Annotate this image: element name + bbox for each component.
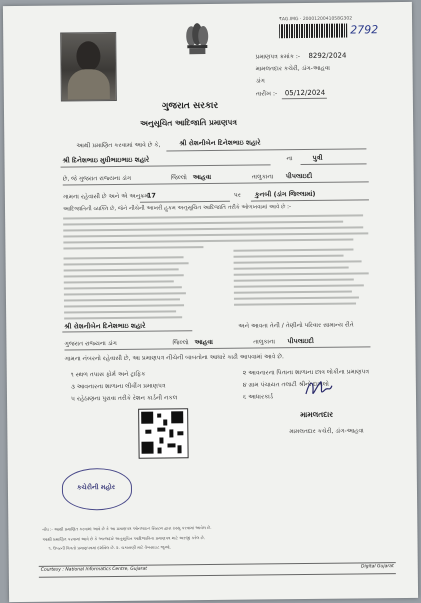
district-label: જિલ્લો [170, 174, 187, 182]
state-district-line: છે, જે ગુજરાત રાજ્યના ડાંગ [62, 174, 132, 183]
footer-bar [39, 562, 396, 578]
certify-intro: આથી પ્રમાણિત કરવામાં આવે છે કે, [76, 141, 161, 150]
village: પીપલાઇદી [285, 171, 313, 181]
note-3: ૧. ઉપરની વિગતો પ્રમાણપત્રમાં દર્શાવેલ છે. ૨. ચકાસણી માટે વેબસાઇટ જુઓ. [48, 544, 171, 551]
residence-district-label: જિલ્લો [172, 339, 189, 347]
stamp-text: કચેરીની મહોર [76, 483, 116, 492]
order-no: 17 [146, 191, 156, 200]
footer-digital-gujarat: Digital Gujarat [361, 564, 394, 570]
order-suffix: પર [233, 191, 241, 199]
proof-item-3: ૩ આવનારના શાળાના લીવીંગ પ્રમાણપત્ર [70, 382, 166, 391]
signature-icon [304, 378, 334, 400]
qr-code [138, 408, 189, 459]
barcode-number: ₹AG.IMG · 2000120041058G302 [279, 16, 353, 23]
residence-district: આહવા [194, 337, 214, 347]
relation-label: ના [286, 155, 293, 163]
residence-village: પીપલાઇદી [287, 336, 314, 346]
government-title: ગુજરાત સરકાર [161, 100, 219, 112]
certificate-page [3, 2, 418, 602]
proof-item-1: ૧ સ્થળ તપાસ ફોર્મ અને ટ્રાફિક [70, 370, 146, 379]
proof-item-2: ૨ આવનારના પિતાના શાળાના છાત્ર લોકીના પ્રમાણપત્ર [242, 368, 370, 377]
barcode [279, 24, 347, 39]
taluka-label: તાલુકાના [251, 173, 274, 181]
handwritten-number: 2792 [350, 23, 379, 37]
applicant-name: શ્રી રોશનીબેન દિનેશભાઇ શહારે [179, 138, 261, 148]
verification-line: ગામના નંબરનો રહેવાસી છે, આ પ્રમાણપત્ર નીચેની બાબતોના આધારે કાઢી આપવામાં આવે છે. [64, 353, 284, 363]
certificate-no: 8292/2024 [308, 51, 347, 60]
signatory-office: મામલતદાર કચેરી, ડાંગ-આહવા [289, 427, 364, 436]
district-line: ડાંગ [255, 77, 265, 85]
office-line: મામલતદાર કચેરી, ડાંગ-આહવા [255, 64, 330, 73]
father-name: શ્રી દિનેશભાઇ મુધીભાઇભાઇ શહારે [62, 155, 150, 165]
residence-taluka-label: તાલુકાના [253, 338, 276, 346]
resident-name: શ્રી રોશનીબેન દિનેશભાઇ શહારે [64, 321, 146, 331]
certificate-no-label: પ્રમાણપત્ર ક્રમાંક :- [255, 53, 301, 61]
order-list-block [3, 2, 412, 6]
tribe: કુનબી (ડાંગ જિલ્લામાં) [254, 189, 316, 199]
issue-date: 05/12/2024 [284, 88, 326, 98]
resident-suffix: અને આવતા તેની / તેણીનો પરિવાર સામાન્ય રીતે [238, 321, 354, 330]
note-2: આથી પ્રમાણિત કરવામાં આવે છે કે અરજદારે અનુસૂચિત આદિજાતિના પ્રમાણપત્ર માટે અરજી કરેલ છે. [42, 535, 206, 542]
proof-item-5: ૫ રહેઠાણના પુરાવા તરીકે રેશન કાર્ડની નકલ [70, 394, 178, 403]
relation: પુત્રી [312, 153, 323, 162]
footer-courtesy: Courtesy : National Informatics Centre, Gujarat [40, 566, 148, 573]
order-line: ગામના રહેવાસી છે અને એ અનુક્રમ [62, 192, 149, 201]
list-heading: આદિજાતિની વ્યક્તિ છે, જેને નીચેની આખરી હુકમ અનુસૂચિત આદિજાતિ તરીકે ઓળખવામાં આવે છે :- [62, 204, 291, 213]
office-stamp [62, 468, 132, 511]
residence-state: ગુજરાત રાજ્યના ડાંગ [64, 339, 117, 348]
date-label: તારીખ :- [255, 90, 278, 98]
signatory-title: મામલતદાર [300, 409, 334, 420]
national-emblem-icon [183, 18, 211, 58]
note-1: નોંધ :- આથી પ્રમાણિત કરવામાં આવે છે કે આ પ્રમાણપત્ર ઓનલાઇન સિસ્ટમ દ્વારા ઇસ્યુ કરવામાં આવેલ છે. [42, 525, 212, 532]
district: આહવા [192, 172, 212, 182]
applicant-photo [60, 32, 117, 102]
proof-item-6: ૬ આધારકાર્ડ [242, 393, 274, 401]
certificate-title: અનુસૂચિત આદિજાતિ પ્રમાણપત્ર [140, 117, 238, 128]
proof-item-4: ૪ ગ્રામ પંચાયત તલાટી શ્રીનો દાખલો [242, 380, 329, 389]
